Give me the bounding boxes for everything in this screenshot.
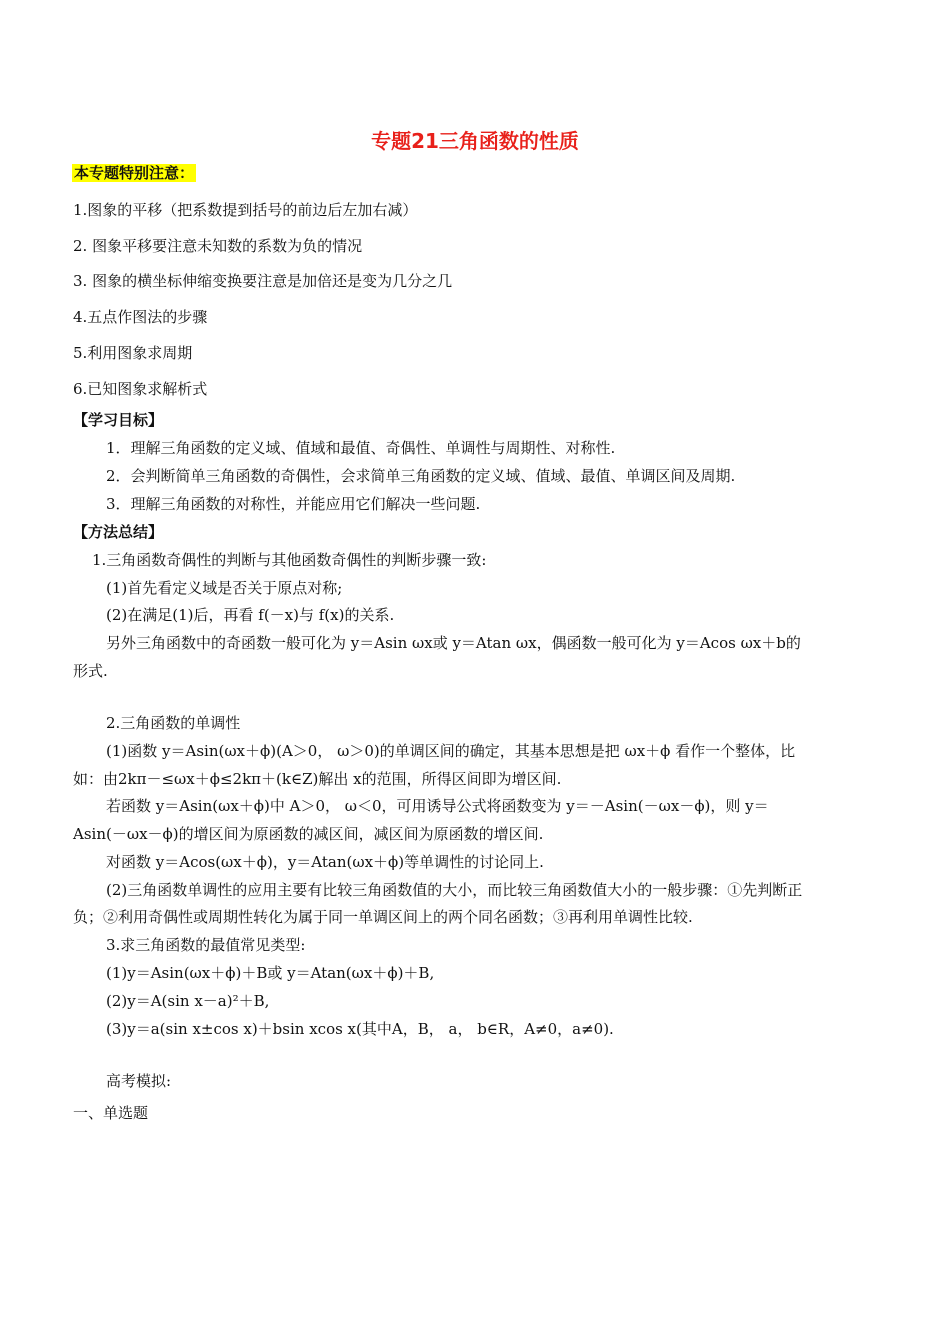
method-line: Asin(－ωx－ϕ)的增区间为原函数的减区间，减区间为原函数的增区间.: [73, 825, 544, 843]
method-line: 对函数 y＝Acos(ωx＋ϕ)，y＝Atan(ωx＋ϕ)等单调性的讨论同上.: [106, 853, 544, 871]
method-line: (1)首先看定义域是否关于原点对称;: [106, 579, 343, 597]
method-line: 2.三角函数的单调性: [106, 714, 241, 732]
goal-item: 3．理解三角函数的对称性，并能应用它们解决一些问题.: [106, 495, 481, 513]
method-line: (2)y＝A(sin x－a)²＋B,: [106, 992, 270, 1010]
method-line: 另外三角函数中的奇函数一般可化为 y＝Asin ωx或 y＝Atan ωx，偶函数一般可化为 y＝Acos ωx＋b的: [106, 634, 801, 652]
notice-heading: [72, 163, 196, 183]
notice-item: 1.图象的平移（把系数提到括号的前边后左加右减）: [73, 201, 418, 219]
goal-item: 1．理解三角函数的定义域、值域和最值、奇偶性、单调性与周期性、对称性.: [106, 439, 616, 457]
method-line: 负；②利用奇偶性或周期性转化为属于同一单调区间上的两个同名函数；③再利用单调性比较.: [73, 908, 693, 926]
section-heading: 一、单选题: [73, 1104, 149, 1122]
page-title: 专题21三角函数的性质: [371, 129, 579, 153]
method-line: 若函数 y＝Asin(ωx＋ϕ)中 A＞0， ω＜0，可用诱导公式将函数变为 y＝－Asin(－ωx－ϕ)，则 y＝: [106, 797, 769, 815]
method-line: (2)在满足(1)后，再看 f(－x)与 f(x)的关系.: [106, 606, 395, 624]
methods-heading: 【方法总结】: [73, 523, 164, 541]
method-line: 形式.: [73, 662, 108, 680]
notice-item: 4.五点作图法的步骤: [73, 308, 208, 326]
goals-heading: 【学习目标】: [73, 411, 164, 429]
method-line: (3)y＝a(sin x±cos x)＋bsin xcos x(其中A，B， a， b∈R，A≠0，a≠0).: [106, 1020, 614, 1038]
method-line: 3.求三角函数的最值常见类型:: [106, 936, 306, 954]
notice-item: 3. 图象的横坐标伸缩变换要注意是加倍还是变为几分之几: [73, 272, 453, 290]
notice-heading-label: 本专题特别注意：: [74, 164, 195, 182]
exam-heading: 高考模拟:: [106, 1072, 172, 1090]
method-line: 如：由2kπ－≤ωx＋ϕ≤2kπ＋(k∈Z)解出 x的范围，所得区间即为增区间.: [73, 770, 562, 788]
goal-item: 2．会判断简单三角函数的奇偶性，会求简单三角函数的定义域、值域、最值、单调区间及周期.: [106, 467, 736, 485]
method-line: 1.三角函数奇偶性的判断与其他函数奇偶性的判断步骤一致:: [92, 551, 487, 569]
notice-item: 5.利用图象求周期: [73, 344, 193, 362]
method-line: (1)y＝Asin(ωx＋ϕ)＋B或 y＝Atan(ωx＋ϕ)＋B,: [106, 964, 435, 982]
method-line: (1)函数 y＝Asin(ωx＋ϕ)(A＞0， ω＞0)的单调区间的确定，其基本思想是把 ωx＋ϕ 看作一个整体，比: [106, 742, 796, 760]
notice-item: 2. 图象平移要注意未知数的系数为负的情况: [73, 237, 363, 255]
method-line: (2)三角函数单调性的应用主要有比较三角函数值的大小，而比较三角函数值大小的一般步骤：①先判断正: [106, 881, 803, 899]
notice-item: 6.已知图象求解析式: [73, 380, 208, 398]
